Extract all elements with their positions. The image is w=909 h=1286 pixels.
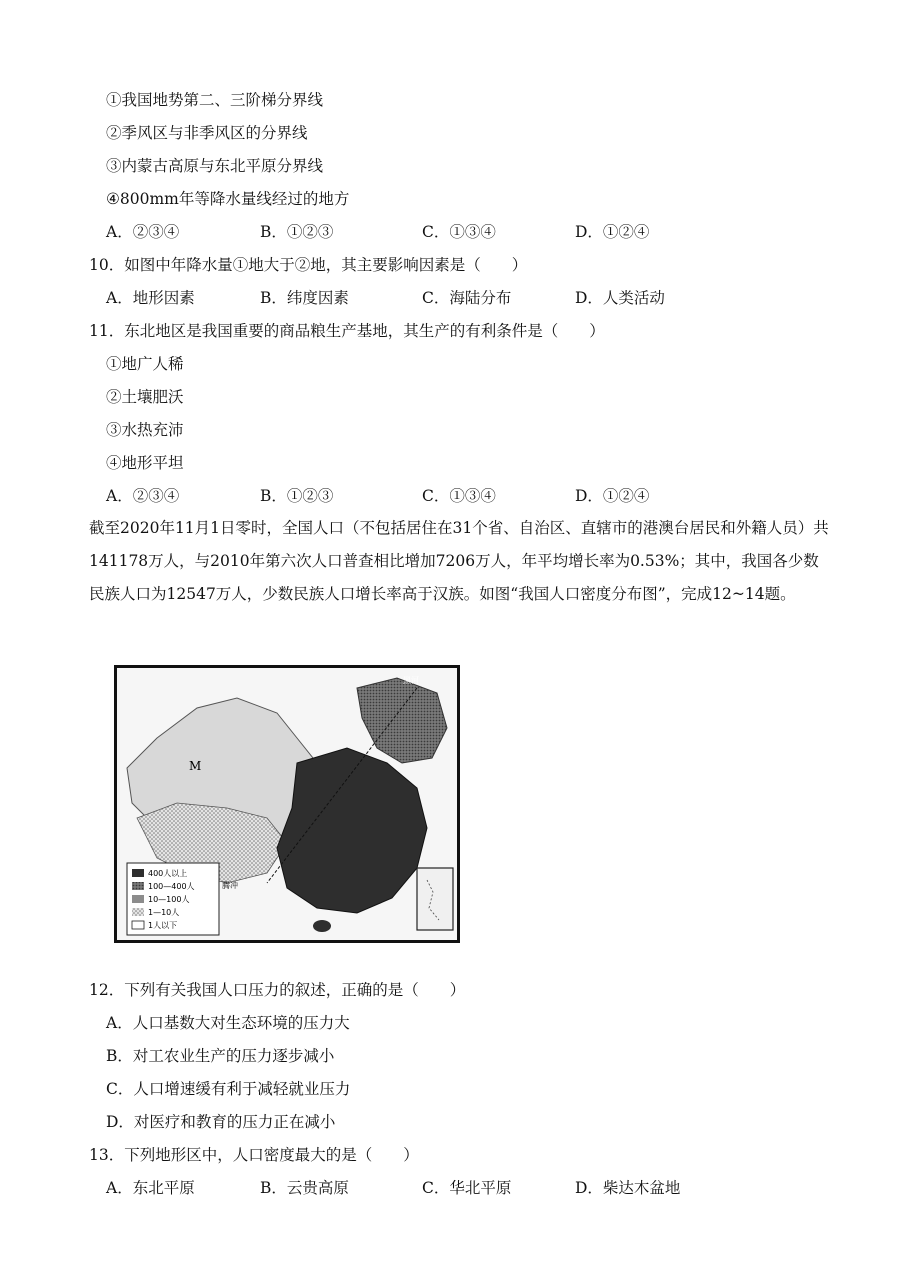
q13-stem: 13．下列地形区中，人口密度最大的是（ ） (89, 1146, 419, 1164)
q13-option-b: B．云贵高原 (260, 1179, 349, 1197)
q12-option-b: B．对工农业生产的压力逐步减小 (106, 1047, 335, 1065)
legend-label-2: 100—400人 (148, 882, 195, 891)
q11-item-2: ②土壤肥沃 (106, 388, 184, 406)
q12-option-d: D．对医疗和教育的压力正在减小 (106, 1113, 336, 1131)
q10-stem: 10．如图中年降水量①地大于②地，其主要影响因素是（ ） (89, 256, 528, 274)
q10-option-b: B．纬度因素 (260, 289, 349, 307)
china-map-graphic (117, 668, 457, 940)
legend-label-4: 1—10人 (148, 908, 180, 917)
q9-option-a: A．②③④ (106, 223, 180, 241)
q9-item-2: ②季风区与非季风区的分界线 (106, 124, 308, 142)
q11-stem: 11．东北地区是我国重要的商品粮生产基地，其生产的有利条件是（ ） (89, 322, 605, 340)
hainan-island (313, 920, 331, 932)
q12-option-c: C．人口增速缓有利于减轻就业压力 (106, 1080, 351, 1098)
q10-option-d: D．人类活动 (575, 289, 665, 307)
q9-option-c: C．①③④ (422, 223, 496, 241)
q12-stem: 12．下列有关我国人口压力的叙述，正确的是（ ） (89, 981, 466, 999)
q9-option-d: D．①②④ (575, 223, 650, 241)
legend-label-3: 10—100人 (148, 895, 190, 904)
q11-item-3: ③水热充沛 (106, 421, 184, 439)
q11-option-c: C．①③④ (422, 487, 496, 505)
map-label-m: M (189, 759, 202, 773)
q11-option-d: D．①②④ (575, 487, 650, 505)
q13-option-d: D．柴达木盆地 (575, 1179, 681, 1197)
q11-item-1: ①地广人稀 (106, 355, 184, 373)
q10-option-c: C．海陆分布 (422, 289, 512, 307)
q12-option-a: A．人口基数大对生态环境的压力大 (106, 1014, 350, 1032)
population-density-map (114, 665, 460, 943)
q9-item-4: ④800mm年等降水量线经过的地方 (106, 190, 350, 208)
legend-label-5: 1人以下 (148, 921, 178, 930)
passage-text: 截至2020年11月1日零时，全国人口（不包括居住在31个省、自治区、直辖市的港澳台居民和外籍人员）共141178万人，与2010年第六次人口普查相比增加7206万人，年平均增长率为0.53%；其中，我国各少数民族人口为12547万人，少数民族人口增长率高于汉族。如图“我国人口密度分布图”，完成12~14题。 (89, 519, 829, 603)
q9-item-1: ①我国地势第二、三阶梯分界线 (106, 91, 324, 109)
q13-option-a: A．东北平原 (106, 1179, 195, 1197)
q9-option-b: B．①②③ (260, 223, 334, 241)
northeast-region (357, 678, 447, 763)
q11-option-a: A．②③④ (106, 487, 180, 505)
q13-option-c: C．华北平原 (422, 1179, 512, 1197)
q9-item-3: ③内蒙古高原与东北平原分界线 (106, 157, 324, 175)
q10-option-a: A．地形因素 (106, 289, 195, 307)
q11-option-b: B．①②③ (260, 487, 334, 505)
legend-label-1: 400人以上 (148, 869, 188, 878)
map-label-tengchong: 腾冲 (222, 881, 238, 890)
map-label-heihe: 黑河 (403, 676, 419, 685)
q11-item-4: ④地形平坦 (106, 454, 184, 472)
south-china-sea-inset (417, 868, 453, 930)
